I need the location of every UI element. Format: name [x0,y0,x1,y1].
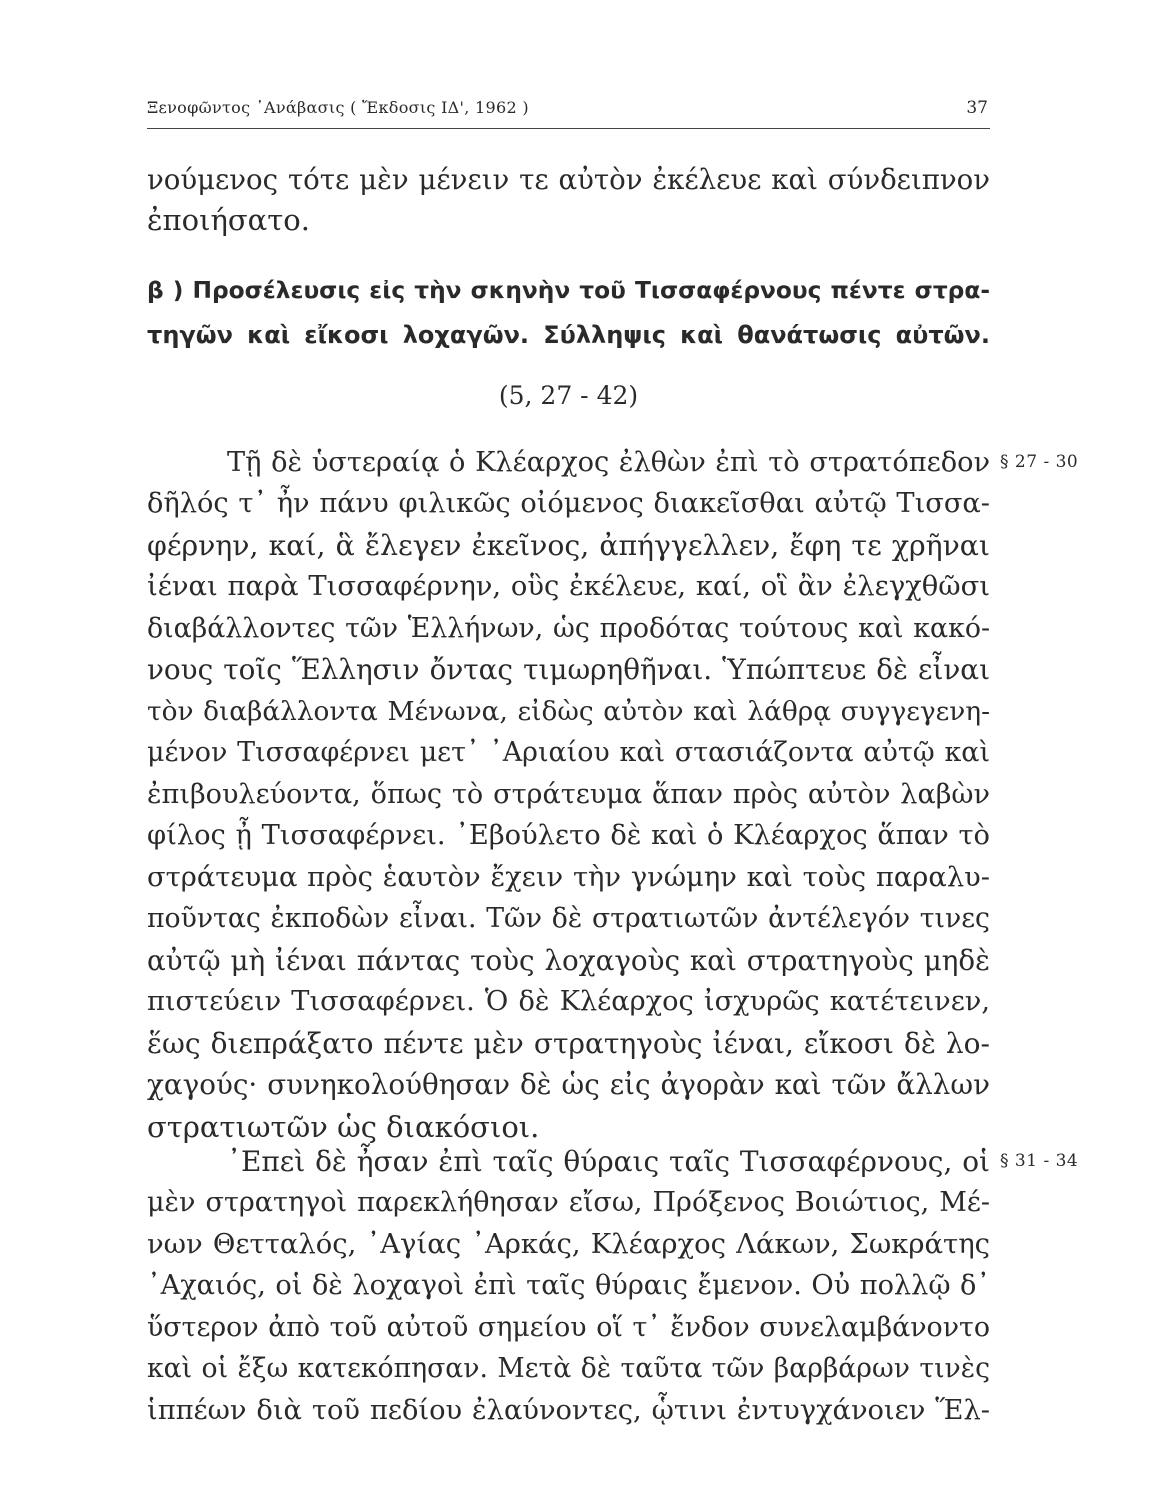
text-line: στράτευμα πρὸς ἑαυτὸν ἔχειν τὴν γνώμην καὶ τοὺς παραλυ- [147,862,990,893]
margin-reference: § 27 - 30 [1000,452,1079,472]
text-line: νούμενος τότε μὲν μένειν τε αὐτὸν ἐκέλευε καὶ σύνδειπνον [147,163,990,196]
text-line: Τῇ δὲ ὑστεραίᾳ ὁ Κλέαρχος ἐλθὼν ἐπὶ τὸ στρατόπεδον [227,447,990,478]
text-line: διαβάλλοντες τῶν Ἑλλήνων, ὡς προδότας τούτους καὶ κακό- [147,613,990,644]
margin-reference: § 31 - 34 [1000,1151,1079,1171]
text-line: ἐποιήσατο. [147,203,310,237]
text-line: τὸν διαβάλλοντα Μένωνα, εἰδὼς αὐτὸν καὶ λάθρᾳ συγγεγενη- [147,697,990,727]
text-line: νων Θετταλός, ᾿Αγίας ᾿Αρκάς, Κλέαρχος Λάκων, Σωκράτης [147,1229,990,1260]
section-reference: (5, 27 - 42) [498,381,639,410]
text-line: ἐπιβουλεύοντα, ὅπως τὸ στράτευμα ἅπαν πρὸς αὐτὸν λαβὼν [147,779,990,810]
text-line: καὶ οἱ ἔξω κατεκόπησαν. Μετὰ δὲ ταῦτα τῶν βαρβάρων τινὲς [147,1353,990,1384]
text-line: νους τοῖς Ἕλλησιν ὄντας τιμωρηθῆναι. Ὑπώπτευε δὲ εἶναι [147,653,990,686]
text-line: ἱππέων διὰ τοῦ πεδίου ἐλαύνοντες, ᾧτινι ἐντυγχάνοιεν Ἕλ- [147,1395,990,1426]
page-number: 37 [966,98,988,118]
text-line: ἰέναι παρὰ Τισσαφέρνην, οὓς ἐκέλευε, καί, οἳ ἂν ἐλεγχθῶσι [147,571,990,602]
text-line: στρατιωτῶν ὡς διακόσιοι. [147,1110,540,1144]
book-title: Ξενοφῶντος ᾿Ανάβασις ( Ἔκδοσις ΙΔ', 1962 ) [147,98,529,117]
header-rule [147,128,990,129]
text-line: χαγούς· συνηκολούθησαν δὲ ὡς εἰς ἀγορὰν καὶ τῶν ἄλλων [147,1068,990,1101]
running-header [147,94,990,126]
text-line: ποῦντας ἐκποδὼν εἶναι. Τῶν δὲ στρατιωτῶν ἀντέλεγόν τινες [147,903,990,934]
text-line: πιστεύειν Τισσαφέρνει. Ὁ δὲ Κλέαρχος ἰσχυρῶς κατέτεινεν, [147,986,990,1017]
text-line: ᾿Επεὶ δὲ ἦσαν ἐπὶ ταῖς θύραις ταῖς Τισσαφέρνους, οἱ [227,1145,990,1178]
text-line: ἕως διεπράξατο πέντε μὲν στρατηγοὺς ἰέναι, εἴκοσι δὲ λο- [147,1027,990,1060]
text-line: μένον Τισσαφέρνει μετ᾿ ᾿Αριαίου καὶ στασιάζοντα αὐτῷ καὶ [147,737,990,768]
text-line: φέρνην, καί, ἃ ἔλεγεν ἐκεῖνος, ἀπήγγελλεν, ἔφη τε χρῆναι [147,529,990,562]
text-line: ᾿Αχαιός, οἱ δὲ λοχαγοὶ ἐπὶ ταῖς θύραις ἔμενον. Οὐ πολλῷ δ᾿ [147,1270,990,1301]
text-line: αὐτῷ μὴ ἰέναι πάντας τοὺς λοχαγοὺς καὶ στρατηγοὺς μηδὲ [147,944,990,977]
section-heading-line: β ) Προσέλευσις εἰς τὴν σκηνὴν τοῦ Τισσαφέρνους πέντε στρα- [147,277,990,304]
text-line: δῆλός τ᾿ ἦν πάνυ φιλικῶς οἰόμενος διακεῖσθαι αὐτῷ Τισσα- [147,488,990,519]
section-heading-line: τηγῶν καὶ εἴκοσι λοχαγῶν. Σύλληψις καὶ θανάτωσις αὐτῶν. [147,321,990,349]
text-line: φίλος ᾖ Τισσαφέρνει. ᾿Εβούλετο δὲ καὶ ὁ Κλέαρχος ἅπαν τὸ [147,820,990,851]
text-line: μὲν στρατηγοὶ παρεκλήθησαν εἴσω, Πρόξενος Βοιώτιος, Μέ- [147,1187,990,1218]
text-line: ὕστερον ἀπὸ τοῦ αὐτοῦ σημείου οἵ τ᾿ ἔνδον συνελαμβάνοντο [147,1312,990,1343]
